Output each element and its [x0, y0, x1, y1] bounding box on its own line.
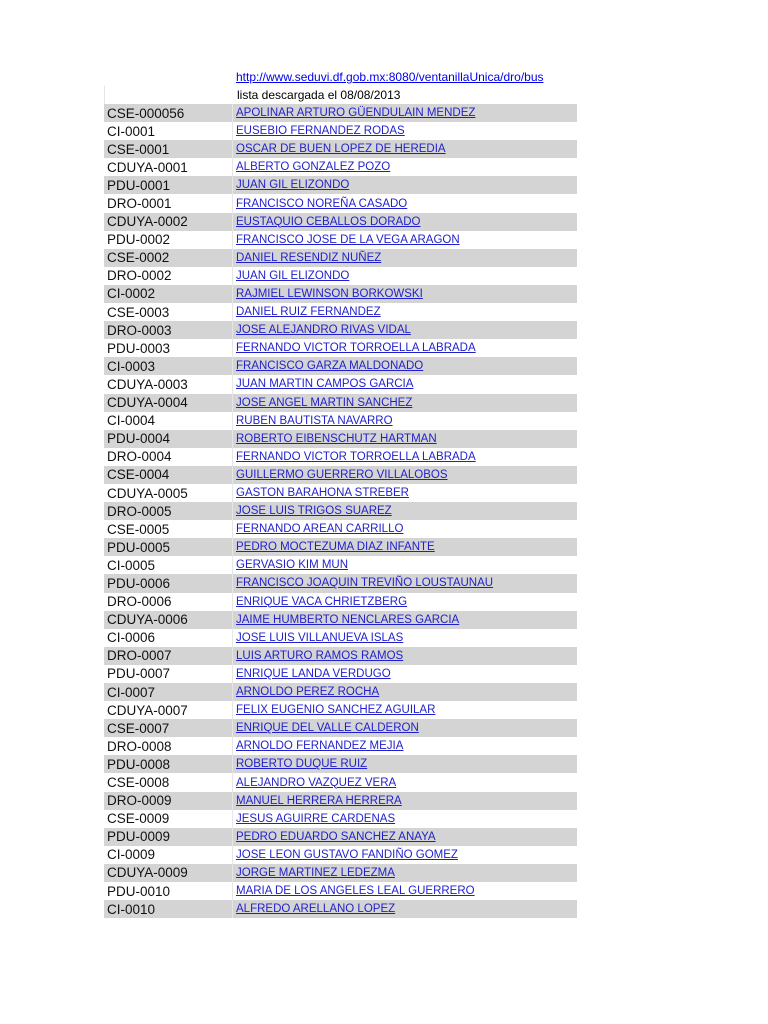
license-code: CI-0006	[104, 629, 233, 647]
name-cell	[233, 773, 577, 791]
person-name-link[interactable]: ENRIQUE VACA CHRIETZBERG	[236, 595, 408, 608]
license-code: PDU-0007	[104, 665, 233, 683]
name-cell	[233, 719, 577, 737]
person-name-link[interactable]: JAIME HUMBERTO NENCLARES GARCIA	[236, 613, 460, 626]
table-row	[104, 466, 577, 484]
person-name-link[interactable]: MARIA DE LOS ANGELES LEAL GUERRERO	[236, 885, 475, 898]
person-name-link[interactable]: ARNOLDO PEREZ ROCHA	[236, 686, 380, 699]
download-note: lista descargada el 08/08/2013	[237, 88, 401, 102]
license-code: CI-0010	[104, 900, 233, 918]
license-code: DRO-0005	[104, 502, 233, 520]
table-row	[104, 158, 577, 176]
table-row	[104, 846, 577, 864]
license-code: PDU-0002	[104, 231, 233, 249]
table-row	[104, 231, 577, 249]
table-row	[104, 737, 577, 755]
name-cell	[233, 864, 577, 882]
person-name-link[interactable]: JOSE LUIS VILLANUEVA ISLAS	[236, 631, 404, 644]
license-code: CI-0009	[104, 846, 233, 864]
person-name-link[interactable]: RAJMIEL LEWINSON BORKOWSKI	[236, 287, 423, 300]
name-cell	[233, 629, 577, 647]
table-row	[104, 755, 577, 773]
name-cell	[233, 213, 577, 231]
name-cell	[233, 701, 577, 719]
url-cell	[233, 70, 577, 84]
table-row	[104, 213, 577, 231]
source-url-link[interactable]: http://www.seduvi.df.gob.mx:8080/ventanillaUnica/dro/bus	[236, 70, 544, 84]
table-row	[104, 412, 577, 430]
table-row	[104, 285, 577, 303]
name-cell	[233, 792, 577, 810]
name-cell	[233, 249, 577, 267]
name-cell	[233, 375, 577, 393]
table-row	[104, 864, 577, 882]
license-code: CSE-0007	[104, 719, 233, 737]
name-cell	[233, 755, 577, 773]
person-name-link[interactable]: FRANCISCO JOAQUIN TREVIÑO LOUSTAUNAU	[236, 577, 494, 590]
person-name-link[interactable]: JORGE MARTINEZ LEDEZMA	[236, 866, 395, 879]
license-code: DRO-0008	[104, 737, 233, 755]
person-name-link[interactable]: EUSEBIO FERNANDEZ RODAS	[236, 125, 405, 138]
person-name-link[interactable]: ALEJANDRO VAZQUEZ VERA	[236, 776, 397, 789]
name-cell	[233, 737, 577, 755]
table-row	[104, 792, 577, 810]
name-cell	[233, 502, 577, 520]
name-cell	[233, 593, 577, 611]
license-code: CDUYA-0006	[104, 611, 233, 629]
license-code: CI-0007	[104, 683, 233, 701]
person-name-link[interactable]: FRANCISCO GARZA MALDONADO	[236, 360, 424, 373]
license-code: CDUYA-0005	[104, 484, 233, 502]
license-code: CSE-0001	[104, 140, 233, 158]
empty-cell	[104, 86, 234, 104]
table-row	[104, 303, 577, 321]
name-cell	[233, 430, 577, 448]
name-cell	[233, 303, 577, 321]
person-name-link[interactable]: ALBERTO GONZALEZ POZO	[236, 161, 391, 174]
name-cell	[233, 647, 577, 665]
person-name-link[interactable]: FRANCISCO JOSE DE LA VEGA ARAGON	[236, 233, 460, 246]
table-row	[104, 574, 577, 592]
person-name-link[interactable]: FERNANDO VICTOR TORROELLA LABRADA	[236, 450, 476, 463]
table-row	[104, 375, 577, 393]
person-name-link[interactable]: PEDRO MOCTEZUMA DIAZ INFANTE	[236, 541, 435, 554]
license-code: CSE-0002	[104, 249, 233, 267]
name-cell	[233, 140, 577, 158]
name-cell	[233, 285, 577, 303]
person-name-link[interactable]: APOLINAR ARTURO GÜENDULAIN MENDEZ	[236, 107, 476, 120]
table-row	[104, 484, 577, 502]
license-code: CSE-0008	[104, 773, 233, 791]
name-cell	[233, 484, 577, 502]
name-cell	[233, 900, 577, 918]
table-row	[104, 556, 577, 574]
name-cell	[233, 176, 577, 194]
table-row	[104, 900, 577, 918]
person-name-link[interactable]: JOSE LEON GUSTAVO FANDIÑO GOMEZ	[236, 848, 458, 861]
person-name-link[interactable]: FERNANDO AREAN CARRILLO	[236, 523, 404, 536]
table-row	[104, 538, 577, 556]
person-name-link[interactable]: FRANCISCO NOREÑA CASADO	[236, 197, 408, 210]
license-code: CSE-0009	[104, 810, 233, 828]
license-code: PDU-0005	[104, 538, 233, 556]
name-cell	[233, 357, 577, 375]
table-row	[104, 882, 577, 900]
table-row	[104, 430, 577, 448]
license-code: CSE-0004	[104, 466, 233, 484]
license-code: CDUYA-0003	[104, 375, 233, 393]
name-cell	[233, 520, 577, 538]
license-code: PDU-0006	[104, 574, 233, 592]
person-name-link[interactable]: GUILLERMO GUERRERO VILLALOBOS	[236, 468, 448, 481]
table-row	[104, 357, 577, 375]
person-name-link[interactable]: FERNANDO VICTOR TORROELLA LABRADA	[236, 342, 476, 355]
table-row	[104, 104, 577, 122]
table-row	[104, 719, 577, 737]
person-name-link[interactable]: ROBERTO DUQUE RUIZ	[236, 758, 368, 771]
table-row	[104, 502, 577, 520]
license-code: CDUYA-0009	[104, 864, 233, 882]
person-name-link[interactable]: JESUS AGUIRRE CARDENAS	[236, 812, 396, 825]
table-row	[104, 321, 577, 339]
person-name-link[interactable]: JUAN GIL ELIZONDO	[236, 179, 350, 192]
person-name-link[interactable]: FELIX EUGENIO SANCHEZ AGUILAR	[236, 704, 436, 717]
license-code: PDU-0008	[104, 755, 233, 773]
person-name-link[interactable]: ROBERTO EIBENSCHUTZ HARTMAN	[236, 432, 437, 445]
table-row	[104, 701, 577, 719]
license-code: DRO-0009	[104, 792, 233, 810]
name-cell	[233, 846, 577, 864]
url-row	[104, 68, 577, 86]
table-row	[104, 611, 577, 629]
name-cell	[233, 394, 577, 412]
name-cell	[233, 611, 577, 629]
license-code: CI-0001	[104, 122, 233, 140]
name-cell	[233, 339, 577, 357]
license-code: CSE-0003	[104, 303, 233, 321]
license-code: CDUYA-0004	[104, 394, 233, 412]
license-code: DRO-0003	[104, 321, 233, 339]
license-code: CI-0002	[104, 285, 233, 303]
person-name-link[interactable]: GASTON BARAHONA STREBER	[236, 487, 409, 500]
person-name-link[interactable]: ARNOLDO FERNANDEZ MEJIA	[236, 740, 404, 753]
table-row	[104, 448, 577, 466]
spreadsheet-table	[104, 68, 577, 918]
person-name-link[interactable]: JUAN GIL ELIZONDO	[236, 269, 350, 282]
person-name-link[interactable]: PEDRO EDUARDO SANCHEZ ANAYA	[236, 830, 436, 843]
license-code: DRO-0004	[104, 448, 233, 466]
person-name-link[interactable]: JUAN MARTIN CAMPOS GARCIA	[236, 378, 414, 391]
license-code: DRO-0007	[104, 647, 233, 665]
name-cell	[233, 122, 577, 140]
license-code: CDUYA-0001	[104, 158, 233, 176]
person-name-link[interactable]: JOSE ALEJANDRO RIVAS VIDAL	[236, 324, 411, 337]
note-row	[104, 86, 577, 104]
name-cell	[233, 828, 577, 846]
table-row	[104, 665, 577, 683]
person-name-link[interactable]: DANIEL RESENDIZ NUÑEZ	[236, 251, 382, 264]
name-cell	[233, 466, 577, 484]
empty-cell	[104, 68, 233, 86]
person-name-link[interactable]: ALFREDO ARELLANO LOPEZ	[236, 903, 396, 916]
license-code: PDU-0003	[104, 339, 233, 357]
table-row	[104, 773, 577, 791]
license-code: PDU-0004	[104, 430, 233, 448]
name-cell	[233, 194, 577, 212]
name-cell	[233, 810, 577, 828]
person-name-link[interactable]: LUIS ARTURO RAMOS RAMOS	[236, 649, 404, 662]
table-body	[104, 104, 577, 918]
license-code: CI-0004	[104, 412, 233, 430]
name-cell	[233, 158, 577, 176]
license-code: CDUYA-0002	[104, 213, 233, 231]
license-code: PDU-0010	[104, 882, 233, 900]
person-name-link[interactable]: RUBEN BAUTISTA NAVARRO	[236, 414, 393, 427]
person-name-link[interactable]: DANIEL RUIZ FERNANDEZ	[236, 306, 381, 319]
license-code: PDU-0001	[104, 176, 233, 194]
person-name-link[interactable]: MANUEL HERRERA HERRERA	[236, 794, 402, 807]
table-row	[104, 520, 577, 538]
person-name-link[interactable]: EUSTAQUIO CEBALLOS DORADO	[236, 215, 421, 228]
table-row	[104, 176, 577, 194]
name-cell	[233, 448, 577, 466]
table-row	[104, 194, 577, 212]
license-code: PDU-0009	[104, 828, 233, 846]
license-code: CI-0003	[104, 357, 233, 375]
name-cell	[233, 556, 577, 574]
license-code: DRO-0001	[104, 194, 233, 212]
person-name-link[interactable]: GERVASIO KIM MUN	[236, 559, 349, 572]
table-row	[104, 339, 577, 357]
table-row	[104, 140, 577, 158]
name-cell	[233, 231, 577, 249]
table-row	[104, 593, 577, 611]
license-code: CSE-0005	[104, 520, 233, 538]
person-name-link[interactable]: JOSE ANGEL MARTIN SANCHEZ	[236, 396, 413, 409]
name-cell	[233, 412, 577, 430]
name-cell	[233, 683, 577, 701]
license-code: CSE-000056	[104, 104, 233, 122]
person-name-link[interactable]: ENRIQUE LANDA VERDUGO	[236, 667, 391, 680]
table-row	[104, 249, 577, 267]
table-row	[104, 828, 577, 846]
name-cell	[233, 665, 577, 683]
table-row	[104, 267, 577, 285]
table-row	[104, 629, 577, 647]
table-row	[104, 683, 577, 701]
license-code: DRO-0006	[104, 593, 233, 611]
person-name-link[interactable]: OSCAR DE BUEN LOPEZ DE HEREDIA	[236, 143, 446, 156]
person-name-link[interactable]: ENRIQUE DEL VALLE CALDERON	[236, 722, 419, 735]
table-row	[104, 810, 577, 828]
table-row	[104, 647, 577, 665]
table-row	[104, 394, 577, 412]
license-code: CI-0005	[104, 556, 233, 574]
license-code: DRO-0002	[104, 267, 233, 285]
name-cell	[233, 882, 577, 900]
name-cell	[233, 321, 577, 339]
name-cell	[233, 104, 577, 122]
license-code: CDUYA-0007	[104, 701, 233, 719]
table-row	[104, 122, 577, 140]
name-cell	[233, 538, 577, 556]
name-cell	[233, 267, 577, 285]
name-cell	[233, 574, 577, 592]
person-name-link[interactable]: JOSE LUIS TRIGOS SUAREZ	[236, 505, 392, 518]
